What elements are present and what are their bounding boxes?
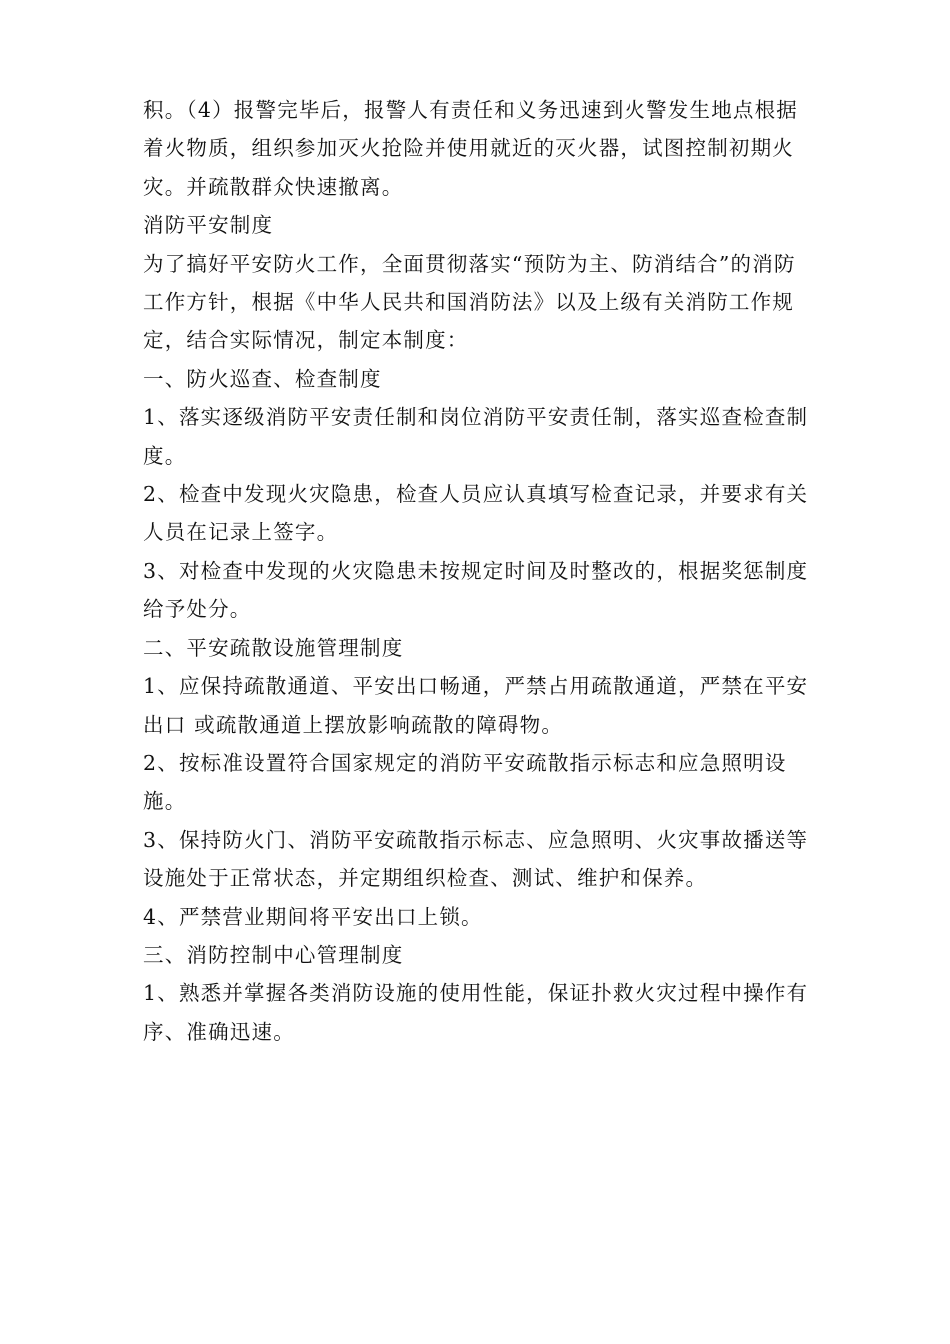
heading-patrol-inspection: 一、防火巡查、检查制度 [143,366,382,391]
list-item: 2、检查中发现火灾隐患，检查人员应认真填写检查记录，并要求有关人员在记录上签字。 [143,482,809,545]
heading-control-center: 三、消防控制中心管理制度 [143,942,404,967]
list-item: 1、熟悉并掌握各类消防设施的使用性能，保证扑救火灾过程中操作有序、准确迅速。 [143,981,809,1044]
list-item: 1、应保持疏散通道、平安出口畅通，严禁占用疏散通道，严禁在平安出口 或疏散通道上摆放影响疏散的障碍物。 [143,674,809,737]
paragraph-intro-continuation: 积。（4）报警完毕后，报警人有责任和义务迅速到火警发生地点根据着火物质，组织参加灭火抢险并使用就近的灭火器，试图控制初期火灾。并疏散群众快速撤离。 [143,98,798,199]
list-item: 4、严禁营业期间将平安出口上锁。 [143,904,483,929]
list-item: 1、落实逐级消防平安责任制和岗位消防平安责任制，落实巡查检查制度。 [143,405,809,468]
list-item: 3、对检查中发现的火灾隐患未按规定时间及时整改的，根据奖惩制度给予处分。 [143,558,809,622]
list-item: 2、按标准设置符合国家规定的消防平安疏散指示标志和应急照明设施。 [143,750,787,814]
heading-evacuation-facilities: 二、平安疏散设施管理制度 [143,635,404,660]
paragraph-purpose: 为了搞好平安防火工作，全面贯彻落实“预防为主、防消结合”的消防工作方针，根据《中华人民共和国消防法》以及上级有关消防工作规定，结合实际情况，制定本制度： [143,251,796,353]
document-body [143,91,811,1051]
list-item: 3、保持防火门、消防平安疏散指示标志、应急照明、火灾事故播送等设施处于正常状态，并定期组织检查、测试、维护和保养。 [143,827,809,891]
section-title-fire-safety-system: 消防平安制度 [143,213,274,238]
